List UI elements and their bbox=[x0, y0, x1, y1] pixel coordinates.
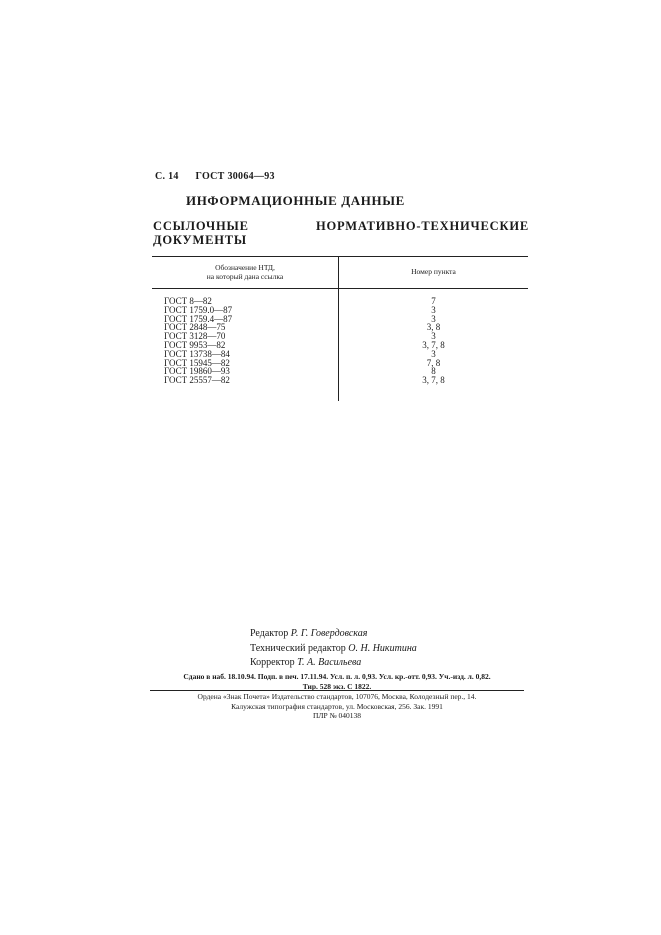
editor-name: Р. Г. Говердовская bbox=[290, 628, 368, 639]
document-cell: ГОСТ 19860—93 bbox=[164, 366, 230, 377]
clause-cell: 3 bbox=[431, 313, 436, 324]
clause-cell: 7, 8 bbox=[426, 357, 441, 368]
document-cell: ГОСТ 15945—82 bbox=[164, 357, 230, 368]
print-info-line1: Сдано в наб. 18.10.94. Подп. в печ. 17.11.94. Усл. п. л. 0,93. Усл. кр.-отт. 0,93. Уч.-изд. л. 0,82. bbox=[183, 672, 491, 681]
column-header-clause: Номер пункта bbox=[411, 267, 456, 276]
footer-rule bbox=[150, 690, 524, 691]
clause-cell: 3, 7, 8 bbox=[422, 375, 445, 386]
document-cell: ГОСТ 1759.0—87 bbox=[164, 304, 233, 315]
publisher-line2: Калужская типография стандартов, ул. Московская, 256. Зак. 1991 bbox=[231, 701, 443, 711]
clause-cell: 3 bbox=[431, 304, 436, 315]
publisher-line1: Ордена «Знак Почета» Издательство стандартов, 107076, Москва, Колодезный пер., 14. bbox=[197, 692, 477, 701]
tech-editor-name: О. Н. Никитина bbox=[348, 642, 417, 654]
document-cell: ГОСТ 3128—70 bbox=[164, 331, 226, 342]
tech-editor-line bbox=[250, 642, 417, 657]
clause-cell: 3, 7, 8 bbox=[422, 339, 445, 350]
section-subtitle: ССЫЛОЧНЫЕ НОРМАТИВНО-ТЕХНИЧЕСКИЕ ДОКУМЕНТЫ bbox=[153, 219, 529, 247]
section-title: ИНФОРМАЦИОННЫЕ ДАННЫЕ bbox=[186, 193, 405, 208]
proofreader-name: Т. А. Васильева bbox=[297, 657, 362, 668]
table-row bbox=[152, 376, 528, 385]
document-cell: ГОСТ 1759.4—87 bbox=[164, 313, 233, 324]
print-info bbox=[150, 672, 524, 691]
page-header bbox=[155, 171, 289, 182]
editor-line bbox=[250, 627, 417, 642]
table-top-rule bbox=[152, 256, 528, 257]
editor-role: Редактор bbox=[250, 628, 289, 639]
credits-block bbox=[250, 627, 417, 671]
column-header-document-line1: Обозначение НТД, bbox=[215, 263, 275, 272]
document-cell: ГОСТ 2848—75 bbox=[164, 322, 226, 333]
clause-cell: 3 bbox=[431, 331, 436, 342]
column-header-document bbox=[152, 263, 338, 281]
document-cell: ГОСТ 9953—82 bbox=[164, 339, 226, 350]
publisher-info bbox=[150, 692, 524, 721]
print-info-line2: Тир. 528 экз. С 1822. bbox=[302, 681, 372, 691]
page-number: С. 14 bbox=[155, 171, 179, 182]
clause-cell: 8 bbox=[431, 366, 436, 377]
table-header-rule bbox=[152, 288, 528, 289]
document-cell: ГОСТ 13738—84 bbox=[164, 348, 230, 359]
publisher-line3: ПЛР № 040138 bbox=[312, 711, 362, 720]
document-cell: ГОСТ 8—82 bbox=[164, 296, 212, 306]
standard-code: ГОСТ 30064—93 bbox=[195, 171, 275, 182]
proofreader-line bbox=[250, 656, 417, 671]
clause-cell: 7 bbox=[431, 296, 436, 306]
references-table bbox=[152, 256, 528, 401]
tech-editor-role: Технический редактор bbox=[250, 642, 346, 654]
clause-cell: 3, 8 bbox=[426, 322, 441, 333]
proofreader-role: Корректор bbox=[250, 657, 295, 668]
column-header-document-line2: на который дана ссылка bbox=[206, 272, 284, 281]
table-body bbox=[152, 297, 528, 385]
clause-cell: 3 bbox=[431, 348, 436, 359]
document-cell: ГОСТ 25557—82 bbox=[164, 375, 230, 386]
